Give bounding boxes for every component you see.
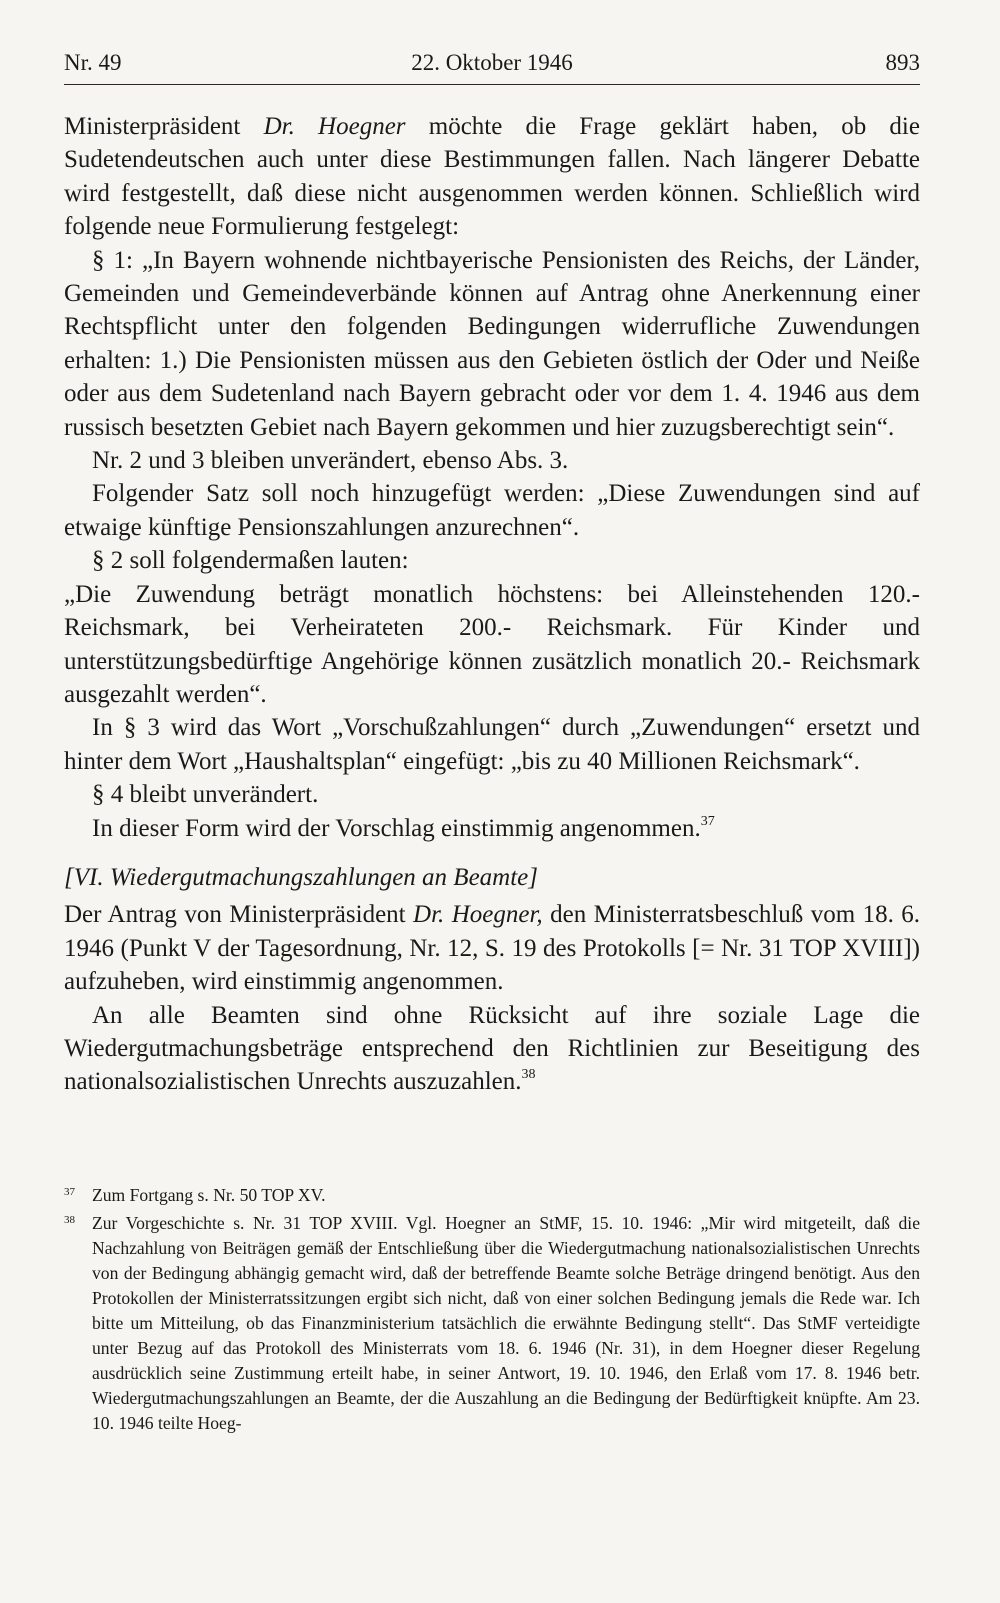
document-number: Nr. 49 bbox=[64, 50, 122, 75]
text-run: den Ministerratsbeschluß vom 18. 6. 1946 (Punkt V der Tagesordnung, Nr. 12, S. 19 des Protokolls [= Nr. 31 TOP XVIII]) aufzuheben, wird einstimmig angenommen. bbox=[64, 901, 920, 996]
section-heading-text: [VI. Wiedergutmachungszahlungen an Beamte] bbox=[64, 863, 538, 891]
footnote-text: Zum Fortgang s. Nr. 50 TOP XV. bbox=[92, 1185, 326, 1205]
paragraph: § 2 soll folgendermaßen lauten: bbox=[92, 547, 409, 575]
paragraph: § 1: „In Bayern wohnende nichtbayerische Pensionisten des Reichs, der Länder, Gemeinden und Gemeindeverbände können auf Antrag ohne Anerkennung einer Rechtspflicht unter den folgenden Bedingungen widerrufliche Zuwendungen erhalten: 1.) Die Pensionisten müssen aus den Gebieten östlich der Oder und Neiße oder aus dem Sudetenland nach Bayern gebracht oder vor dem 1. 4. 1946 aus dem russisch besetzten Gebiet nach Bayern gekommen und hier zuzugsberechtigt sein“. bbox=[64, 246, 920, 441]
footnote bbox=[64, 1211, 920, 1436]
page-number: 893 bbox=[885, 50, 920, 75]
text-run: An alle Beamten sind ohne Rücksicht auf ihre soziale Lage die Wiedergutmachungsbeträge entsprechend den Richtlinien zur Beseitigung des nationalsozialistischen Unrechts auszuzahlen. bbox=[64, 1001, 920, 1096]
footnote-ref: 37 bbox=[700, 813, 715, 829]
running-header bbox=[64, 44, 920, 85]
footnote bbox=[64, 1183, 920, 1208]
paragraph bbox=[64, 812, 920, 845]
paragraph: „Die Zuwendung beträgt monatlich höchstens: bei Alleinstehenden 120.- Reichsmark, bei Verheirateten 200.- Reichsmark. Für Kinder und unterstützungsbedürftige Angehörige können zusätzlich monatlich 20.- Reichsmark ausgezahlt werden“. bbox=[64, 580, 920, 708]
footnote-text: Zur Vorgeschichte s. Nr. 31 TOP XVIII. Vgl. Hoegner an StMF, 15. 10. 1946: „Mir wird mitgeteilt, daß die Nachzahlung von Beiträgen gemäß der Entschließung über die Wiedergutmachung nationalsozialistischen Unrechts von der Bedingung abhängig gemacht wird, daß der betreffende Beamte solche Beträge dringend benötigt. Aus den Protokollen der Ministerratssitzungen ergibt sich nicht, daß von einer solchen Bedingung jemals die Rede war. Ich bitte um Mitteilung, ob das Finanzministerium tatsächlich die erwähnte Bedingung stellt“. Das StMF verteidigte unter Bezug auf das Protokoll des Ministerrats vom 18. 6. 1946 (Nr. 31), in dem Hoegner dieser Regelung ausdrücklich seine Zustimmung erteilt habe, in seiner Antwort, 19. 10. 1946, den Erlaß vom 17. 8. 1946 betr. Wiedergutmachungszahlungen an Beamte, der die Auszahlung an die Bedingung der Bedürftigkeit knüpfte. Am 23. 10. 1946 teilte Hoeg- bbox=[92, 1213, 920, 1433]
paragraph: Folgender Satz soll noch hinzugefügt werden: „Diese Zuwendungen sind auf etwaige künftige Pensionszahlungen anzurechnen“. bbox=[64, 480, 920, 541]
footnote-number: 37 bbox=[64, 1186, 75, 1198]
paragraph bbox=[64, 898, 920, 998]
text-run: Der Antrag von Ministerpräsident bbox=[64, 901, 414, 929]
text-run: möchte die Frage geklärt haben, ob die Sudetendeutschen auch unter diese Bestimmungen fallen. Nach längerer Debatte wird festgestellt, daß diese nicht ausgenommen werden können. Schließlich wird folgende neue Formulierung festgelegt: bbox=[64, 113, 920, 241]
main-text bbox=[64, 110, 920, 1099]
text-run: In dieser Form wird der Vorschlag einstimmig angenommen. bbox=[92, 814, 701, 842]
paragraph: § 4 bleibt unverändert. bbox=[92, 781, 319, 809]
paragraph bbox=[64, 999, 920, 1099]
person-name-italic: Dr. Hoegner bbox=[263, 113, 406, 140]
footnote-ref: 38 bbox=[521, 1067, 536, 1083]
text-run: Ministerpräsident bbox=[64, 113, 264, 140]
paragraph: Nr. 2 und 3 bleiben unverändert, ebenso Abs. 3. bbox=[92, 447, 569, 475]
paragraph: In § 3 wird das Wort „Vorschußzahlungen“ durch „Zuwendungen“ ersetzt und hinter dem Wort „Haushaltsplan“ eingefügt: „bis zu 40 Millionen Reichsmark“. bbox=[64, 714, 920, 775]
footnotes bbox=[64, 1183, 920, 1439]
paragraph bbox=[64, 110, 920, 244]
section-heading bbox=[64, 861, 920, 894]
person-name-italic: Dr. Hoegner, bbox=[413, 901, 543, 929]
footnote-number: 38 bbox=[64, 1214, 75, 1226]
header-date: 22. Oktober 1946 bbox=[411, 50, 573, 75]
